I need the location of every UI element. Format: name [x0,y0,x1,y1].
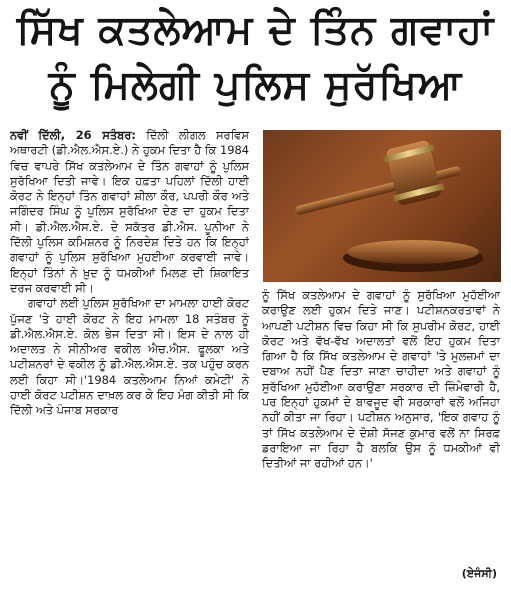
gavel-photo [263,130,501,282]
headline-line-1: ਸਿੱਖ ਕਤਲੇਆਮ ਦੇ ਤਿੰਨ ਗਵਾਹਾਂ [16,7,495,53]
article-paragraph-3: ਨੂੰ ਸਿੱਖ ਕਤਲੇਆਮ ਦੇ ਗਵਾਹਾਂ ਨੂੰ ਸੁਰੱਖਿਆ ਮੁਹੱਈਆ ਕਰਾਉਣ ਲਈ ਹੁਕਮ ਦਿਤੇ ਜਾਣ। ਪਟੀਸ਼ਨਕਰਤਾਵਾਂ ਨੇ ਆਪਣੀ ਪਟੀਸ਼ਨ ਵਿਚ ਕਿਹਾ ਸੀ ਕਿ ਸੁਪਰੀਮ ਕੋਰਟ, ਹਾਈ ਕੋਰਟ ਅਤੇ ਵੱਖ-ਵੱਖ ਅਦਾਲਤਾਂ ਵਲੋਂ ਇਹ ਹੁਕਮ ਦਿਤਾ ਗਿਆ ਹੈ ਕਿ ਸਿੱਖ ਕਤਲੇਆਮ ਦੇ ਗਵਾਹਾਂ 'ਤੇ ਮੁਲਜ਼ਮਾਂ ਦਾ ਦਬਾਅ ਨਹੀਂ ਪੈਣ ਦਿਤਾ ਜਾਣਾ ਚਾਹੀਦਾ ਅਤੇ ਗਵਾਹਾਂ ਨੂੰ ਸੁਰੱਖਿਆ ਮੁਹੱਈਆ ਕਰਾਉਣਾ ਸਰਕਾਰ ਦੀ ਜ਼ਿੰਮੇਵਾਰੀ ਹੈ, ਪਰ ਇਨ੍ਹਾਂ ਹੁਕਮਾਂ ਦੇ ਬਾਵਜੂਦ ਵੀ ਸਰਕਾਰਾਂ ਵਲੋਂ ਅਜਿਹਾ ਨਹੀਂ ਕੀਤਾ ਜਾ ਰਿਹਾ। ਪਟੀਸ਼ਨ ਅਨੁਸਾਰ, 'ਇਕ ਗਵਾਹ ਨੂੰ ਤਾਂ ਸਿੱਖ ਕਤਲੇਆਮ ਦੇ ਦੋਸ਼ੀ ਸੱਜਣ ਕੁਮਾਰ ਵਲੋਂ ਨਾ ਸਿਰਫ਼ ਡਰਾਇਆ ਜਾ ਰਿਹਾ ਹੈ ਬਲਕਿ ਉਸ ਨੂੰ ਧਮਕੀਆਂ ਵੀ ਦਿਤੀਆਂ ਜਾ ਰਹੀਆਂ ਹਨ।' [262,288,500,471]
paragraph-1-text: ਦਿੱਲੀ ਲੀਗਲ ਸਰਵਿਸ ਅਥਾਰਟੀ (ਡੀ.ਐਲ.ਐਸ.ਏ.) ਨੇ ਹੁਕਮ ਦਿਤਾ ਹੈ ਕਿ 1984 ਵਿਚ ਵਾਪਰੇ ਸਿੱਖ ਕਤਲੇਆਮ ਦੇ ਤਿੰਨ ਗਵਾਹਾਂ ਨੂੰ ਪੁਲਿਸ ਸੁਰੱਖਿਆ ਦਿਤੀ ਜਾਵੇ। ਇਕ ਹਫ਼ਤਾ ਪਹਿਲਾਂ ਦਿੱਲੀ ਹਾਈ ਕੋਰਟ ਨੇ ਇਨ੍ਹਾਂ ਤਿੰਨ ਗਵਾਹਾਂ ਸ਼ੀਲਾ ਕੌਰ, ਪਪਰੀ ਕੌਰ ਅਤੇ ਜਗਿੰਦਰ ਸਿੰਘ ਨੂੰ ਪੁਲਿਸ ਸੁਰੱਖਿਆ ਦੇਣ ਦਾ ਹੁਕਮ ਦਿਤਾ ਸੀ। ਡੀ.ਐਲ.ਐਸ.ਏ. ਦੇ ਸਕੱਤਰ ਡੀ.ਐਸ. ਪੂਨੀਆ ਨੇ ਦਿੱਲੀ ਪੁਲਿਸ ਕਮਿਸ਼ਨਰ ਨੂੰ ਨਿਰਦੇਸ਼ ਦਿਤੇ ਹਨ ਕਿ ਇਨ੍ਹਾਂ ਗਵਾਹਾਂ ਨੂੰ ਪੁਲਿਸ ਸੁਰੱਖਿਆ ਮੁਹਈਆ ਕਰਵਾਈ ਜਾਵੇ। ਇਨ੍ਹਾਂ ਤਿੰਨਾਂ ਨੇ ਖ਼ੁਦ ਨੂੰ ਧਮਕੀਆਂ ਮਿਲਣ ਦੀ ਸ਼ਿਕਾਇਤ ਦਰਜ ਕਰਵਾਈ ਸੀ। [10,128,249,295]
headline-line-2: ਨੂੰ ਮਿਲੇਗੀ ਪੁਲਿਸ ਸੁਰੱਖਿਆ [48,62,463,108]
article-left-column [10,128,249,548]
article-paragraph-1 [10,128,249,296]
agency-credit: (ਏਜੰਸੀ) [461,567,497,580]
dateline: ਨਵੀਂ ਦਿੱਲੀ, 26 ਸਤੰਬਰ: [10,128,136,142]
gavel-icon [263,130,501,282]
article-paragraph-2: ਗਵਾਹਾਂ ਲਈ ਪੁਲਿਸ ਸੁਰੱਖਿਆ ਦਾ ਮਾਮਲਾ ਹਾਈ ਕੋਰਟ ਪੁੱਜਣ 'ਤੇ ਹਾਈ ਕੋਰਟ ਨੇ ਇਹ ਮਾਮਲਾ 18 ਸਤੰਬਰ ਨੂੰ ਡੀ.ਐਲ.ਐਸ.ਏ. ਕੋਲ ਭੇਜ ਦਿਤਾ ਸੀ। ਇਸ ਦੇ ਨਾਲ ਹੀ ਅਦਾਲਤ ਨੇ ਸੀਨੀਅਰ ਵਕੀਲ ਐਚ.ਐਸ. ਫੂਲਕਾ ਅਤੇ ਪਟੀਸ਼ਨਰਾਂ ਦੇ ਵਕੀਲ ਨੂੰ ਡੀ.ਐਲ.ਐਸ.ਏ. ਤਕ ਪਹੁੰਚ ਕਰਨ ਲਈ ਕਿਹਾ ਸੀ।'1984 ਕਤਲੇਆਮ ਨਿਆਂ ਕਮੇਟੀ' ਨੇ ਹਾਈ ਕੋਰਟ ਪਟੀਸ਼ਨ ਦਾਖ਼ਲ ਕਰ ਕੇ ਇਹ ਮੰਗ ਕੀਤੀ ਸੀ ਕਿ ਦਿੱਲੀ ਅਤੇ ਪੰਜਾਬ ਸਰਕਾਰ [10,296,249,418]
article-right-column [262,288,500,568]
